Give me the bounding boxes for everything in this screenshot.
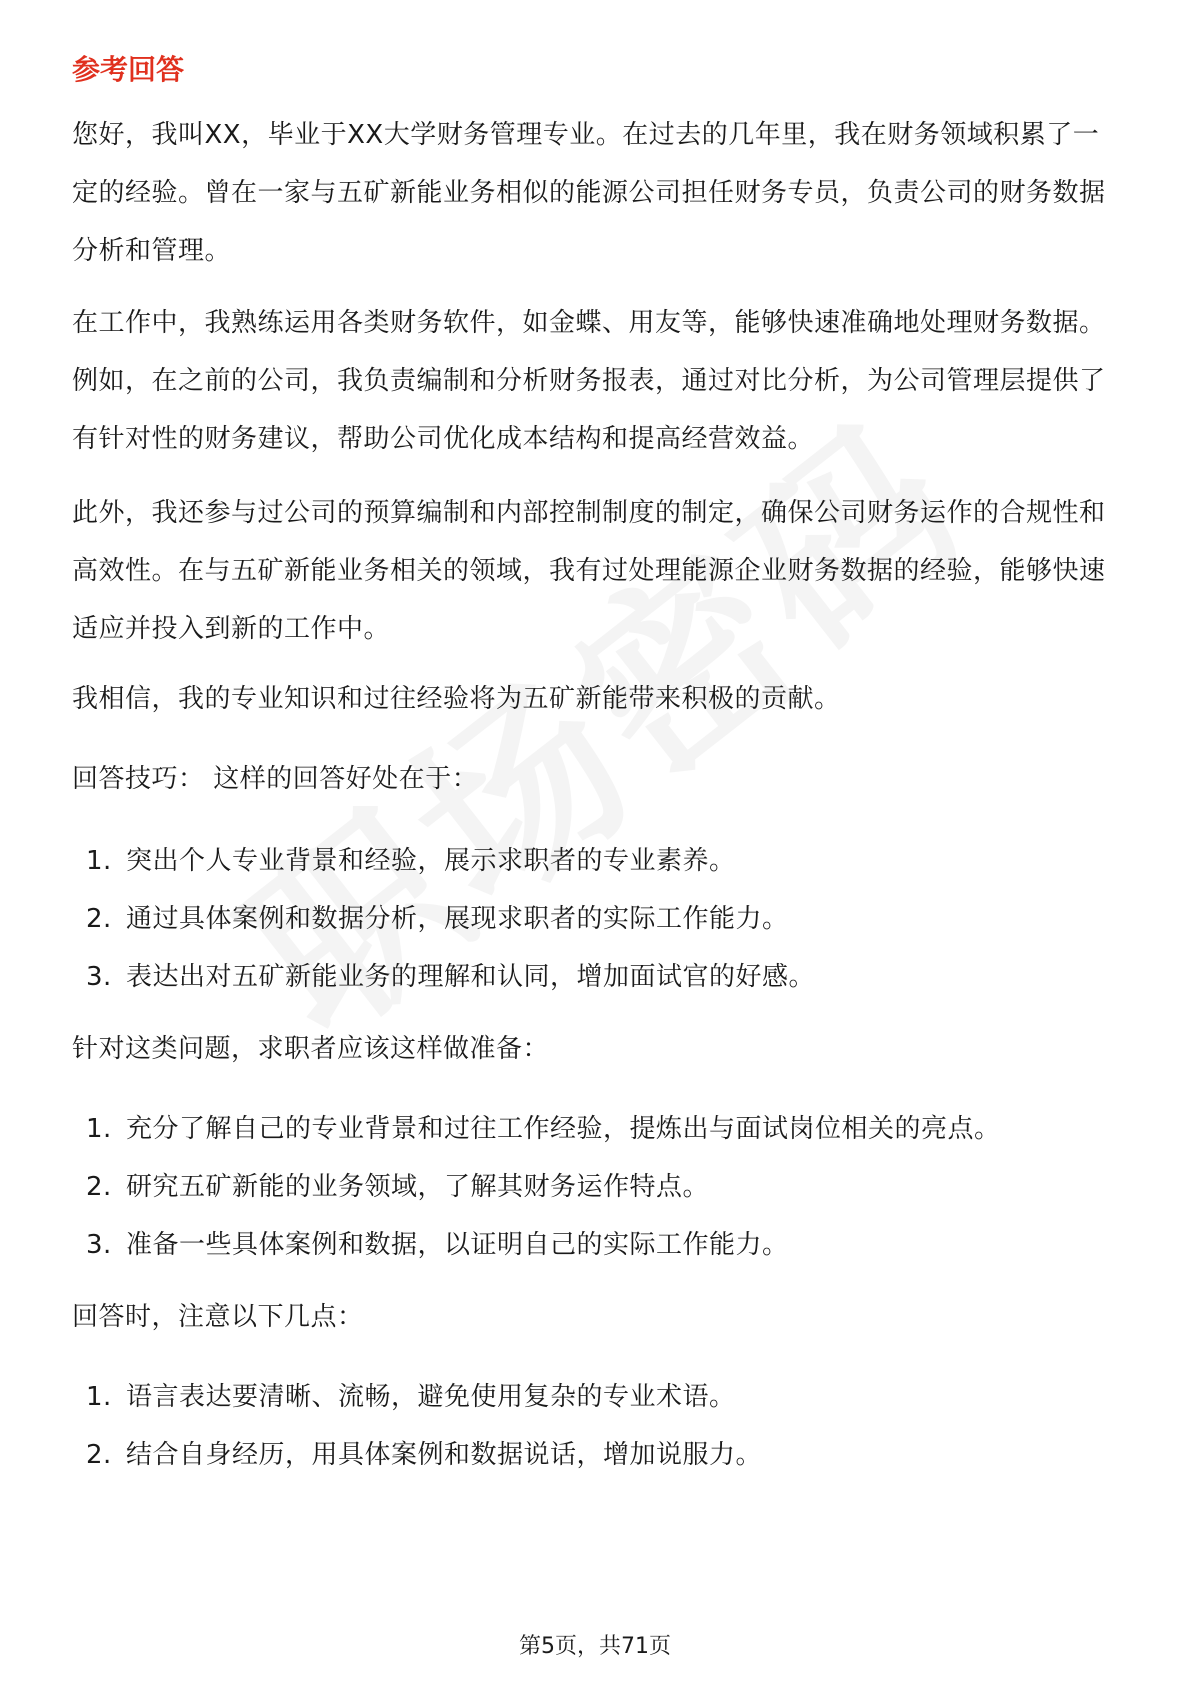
list-number: 1. bbox=[86, 846, 112, 876]
list-text: 语言表达要清晰、流畅，避免使用复杂的专业术语。 bbox=[126, 1382, 736, 1412]
page-number-footer: 第5页，共71页 bbox=[519, 1634, 671, 1659]
list-text: 表达出对五矿新能业务的理解和认同，增加面试官的好感。 bbox=[126, 962, 816, 992]
answer-paragraph-2: 在工作中，我熟练运用各类财务软件，如金蝶、用友等，能够快速准确地处理财务数据。例如，在之前的公司，我负责编制和分析财务报表，通过对比分析，为公司管理层提供了有针对性的财务建议，帮助公司优化成本结构和提高经营效益。 bbox=[72, 308, 1106, 454]
list-number: 1. bbox=[86, 1382, 112, 1412]
list-number: 3. bbox=[86, 962, 112, 992]
list-item bbox=[72, 890, 1122, 948]
prep-list bbox=[72, 1100, 1122, 1274]
list-text: 结合自身经历，用具体案例和数据说话，增加说服力。 bbox=[126, 1440, 763, 1470]
list-text: 研究五矿新能的业务领域，了解其财务运作特点。 bbox=[126, 1172, 710, 1202]
list-text: 突出个人专业背景和经验，展示求职者的专业素养。 bbox=[126, 846, 736, 876]
prep-heading: 针对这类问题，求职者应该这样做准备： bbox=[72, 1034, 550, 1064]
list-item bbox=[72, 1426, 1122, 1484]
answer-paragraph-1: 您好，我叫XX，毕业于XX大学财务管理专业。在过去的几年里，我在财务领域积累了一定的经验。曾在一家与五矿新能业务相似的能源公司担任财务专员，负责公司的财务数据分析和管理。 bbox=[72, 120, 1106, 266]
list-item bbox=[72, 948, 1122, 1006]
list-item bbox=[72, 832, 1122, 890]
answer-paragraph-4: 我相信，我的专业知识和过往经验将为五矿新能带来积极的贡献。 bbox=[72, 684, 841, 714]
list-text: 通过具体案例和数据分析，展现求职者的实际工作能力。 bbox=[126, 904, 789, 934]
list-number: 2. bbox=[86, 1172, 112, 1202]
list-number: 2. bbox=[86, 1440, 112, 1470]
tips-heading: 回答技巧： 这样的回答好处在于： bbox=[72, 764, 479, 794]
list-item bbox=[72, 1368, 1122, 1426]
notes-list bbox=[72, 1368, 1122, 1484]
list-text: 充分了解自己的专业背景和过往工作经验，提炼出与面试岗位相关的亮点。 bbox=[126, 1114, 1001, 1144]
list-item bbox=[72, 1158, 1122, 1216]
list-text: 准备一些具体案例和数据，以证明自己的实际工作能力。 bbox=[126, 1230, 789, 1260]
list-number: 1. bbox=[86, 1114, 112, 1144]
list-item bbox=[72, 1100, 1122, 1158]
list-number: 2. bbox=[86, 904, 112, 934]
notes-heading: 回答时，注意以下几点： bbox=[72, 1302, 364, 1332]
answer-paragraph-3: 此外，我还参与过公司的预算编制和内部控制制度的制定，确保公司财务运作的合规性和高效性。在与五矿新能业务相关的领域，我有过处理能源企业财务数据的经验，能够快速适应并投入到新的工作中。 bbox=[72, 498, 1106, 644]
list-number: 3. bbox=[86, 1230, 112, 1260]
list-item bbox=[72, 1216, 1122, 1274]
section-title: 参考回答 bbox=[72, 53, 185, 86]
tips-list bbox=[72, 832, 1122, 1006]
